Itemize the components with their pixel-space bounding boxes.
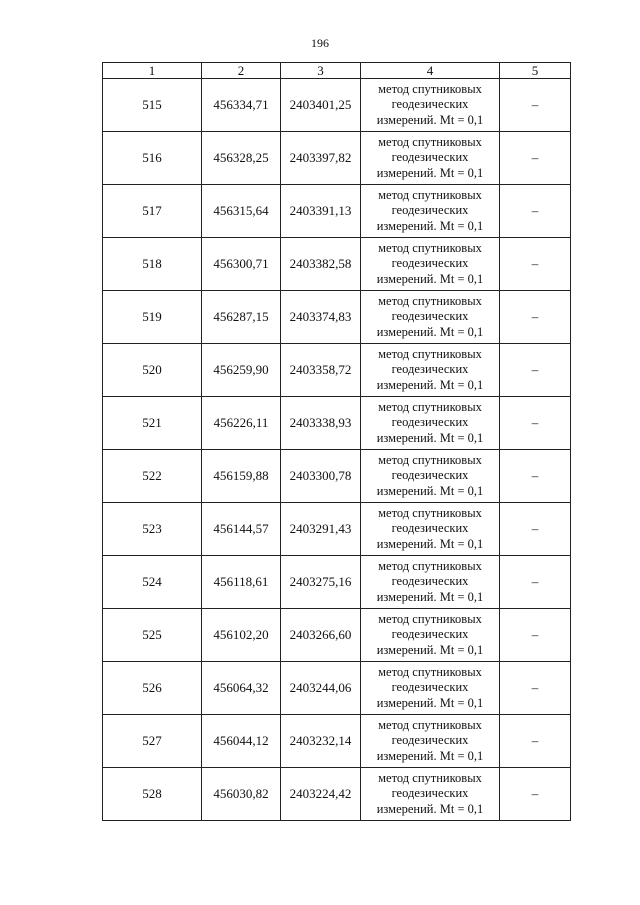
y-coordinate-cell: 2403374,83 bbox=[281, 291, 361, 344]
table-row bbox=[103, 768, 571, 821]
table-row bbox=[103, 662, 571, 715]
x-coordinate-cell: 456102,20 bbox=[202, 609, 281, 662]
method-cell bbox=[361, 503, 500, 556]
table-row bbox=[103, 185, 571, 238]
table-row bbox=[103, 79, 571, 132]
column-header: 4 bbox=[361, 63, 500, 79]
note-cell: – bbox=[500, 132, 571, 185]
x-coordinate-cell: 456159,88 bbox=[202, 450, 281, 503]
note-cell: – bbox=[500, 768, 571, 821]
method-text-line: измерений. Mt = 0,1 bbox=[376, 324, 484, 339]
method-text-line: измерений. Mt = 0,1 bbox=[376, 536, 484, 551]
method-text-line: измерений. Mt = 0,1 bbox=[376, 271, 484, 286]
y-coordinate-cell: 2403401,25 bbox=[281, 79, 361, 132]
coordinates-table bbox=[102, 62, 571, 821]
x-coordinate-cell: 456300,71 bbox=[202, 238, 281, 291]
method-text-line: измерений. Mt = 0,1 bbox=[376, 801, 484, 816]
point-number-cell: 528 bbox=[103, 768, 202, 821]
point-number-cell: 522 bbox=[103, 450, 202, 503]
method-cell bbox=[361, 79, 500, 132]
table-header bbox=[103, 63, 571, 79]
method-text-line: измерений. Mt = 0,1 bbox=[376, 642, 484, 657]
y-coordinate-cell: 2403244,06 bbox=[281, 662, 361, 715]
y-coordinate-cell: 2403300,78 bbox=[281, 450, 361, 503]
x-coordinate-cell: 456044,12 bbox=[202, 715, 281, 768]
method-text-line: метод спутниковых bbox=[378, 717, 482, 732]
point-number-cell: 524 bbox=[103, 556, 202, 609]
method-text-line: измерений. Mt = 0,1 bbox=[376, 483, 484, 498]
method-text-line: геодезических bbox=[391, 309, 469, 324]
method-text-line: метод спутниковых bbox=[378, 770, 482, 785]
method-text-line: геодезических bbox=[391, 203, 469, 218]
method-text-line: метод спутниковых bbox=[378, 452, 482, 467]
x-coordinate-cell: 456287,15 bbox=[202, 291, 281, 344]
method-cell bbox=[361, 609, 500, 662]
method-text-line: метод спутниковых bbox=[378, 187, 482, 202]
method-text-line: измерений. Mt = 0,1 bbox=[376, 112, 484, 127]
table-row bbox=[103, 715, 571, 768]
x-coordinate-cell: 456315,64 bbox=[202, 185, 281, 238]
method-text-line: геодезических bbox=[391, 256, 469, 271]
x-coordinate-cell: 456118,61 bbox=[202, 556, 281, 609]
method-text-line: геодезических bbox=[391, 733, 469, 748]
note-cell: – bbox=[500, 662, 571, 715]
table-row bbox=[103, 344, 571, 397]
method-text-line: геодезических bbox=[391, 574, 469, 589]
method-cell bbox=[361, 450, 500, 503]
table-row bbox=[103, 291, 571, 344]
x-coordinate-cell: 456328,25 bbox=[202, 132, 281, 185]
method-text-line: измерений. Mt = 0,1 bbox=[376, 377, 484, 392]
method-text-line: геодезических bbox=[391, 627, 469, 642]
y-coordinate-cell: 2403391,13 bbox=[281, 185, 361, 238]
method-cell bbox=[361, 132, 500, 185]
note-cell: – bbox=[500, 503, 571, 556]
method-text-line: метод спутниковых bbox=[378, 558, 482, 573]
note-cell: – bbox=[500, 344, 571, 397]
note-cell: – bbox=[500, 185, 571, 238]
point-number-cell: 519 bbox=[103, 291, 202, 344]
y-coordinate-cell: 2403397,82 bbox=[281, 132, 361, 185]
note-cell: – bbox=[500, 79, 571, 132]
method-text-line: метод спутниковых bbox=[378, 399, 482, 414]
method-text-line: геодезических bbox=[391, 786, 469, 801]
method-text-line: метод спутниковых bbox=[378, 611, 482, 626]
column-header: 3 bbox=[281, 63, 361, 79]
point-number-cell: 520 bbox=[103, 344, 202, 397]
note-cell: – bbox=[500, 238, 571, 291]
method-text-line: метод спутниковых bbox=[378, 81, 482, 96]
x-coordinate-cell: 456064,32 bbox=[202, 662, 281, 715]
page-number: 196 bbox=[311, 36, 329, 50]
method-text-line: метод спутниковых bbox=[378, 346, 482, 361]
method-text-line: метод спутниковых bbox=[378, 134, 482, 149]
point-number-cell: 516 bbox=[103, 132, 202, 185]
y-coordinate-cell: 2403382,58 bbox=[281, 238, 361, 291]
method-text-line: геодезических bbox=[391, 150, 469, 165]
note-cell: – bbox=[500, 556, 571, 609]
y-coordinate-cell: 2403358,72 bbox=[281, 344, 361, 397]
point-number-cell: 515 bbox=[103, 79, 202, 132]
x-coordinate-cell: 456226,11 bbox=[202, 397, 281, 450]
method-text-line: измерений. Mt = 0,1 bbox=[376, 165, 484, 180]
method-text-line: измерений. Mt = 0,1 bbox=[376, 430, 484, 445]
point-number-cell: 526 bbox=[103, 662, 202, 715]
point-number-cell: 523 bbox=[103, 503, 202, 556]
method-cell bbox=[361, 768, 500, 821]
table-row bbox=[103, 556, 571, 609]
y-coordinate-cell: 2403232,14 bbox=[281, 715, 361, 768]
note-cell: – bbox=[500, 397, 571, 450]
point-number-cell: 518 bbox=[103, 238, 202, 291]
x-coordinate-cell: 456334,71 bbox=[202, 79, 281, 132]
y-coordinate-cell: 2403275,16 bbox=[281, 556, 361, 609]
table-row bbox=[103, 132, 571, 185]
table-row bbox=[103, 397, 571, 450]
x-coordinate-cell: 456144,57 bbox=[202, 503, 281, 556]
method-text-line: геодезических bbox=[391, 415, 469, 430]
method-text-line: измерений. Mt = 0,1 bbox=[376, 218, 484, 233]
note-cell: – bbox=[500, 609, 571, 662]
table-row bbox=[103, 450, 571, 503]
method-text-line: метод спутниковых bbox=[378, 505, 482, 520]
note-cell: – bbox=[500, 291, 571, 344]
method-cell bbox=[361, 185, 500, 238]
method-text-line: измерений. Mt = 0,1 bbox=[376, 589, 484, 604]
table-body bbox=[103, 79, 571, 821]
method-cell bbox=[361, 344, 500, 397]
table-row bbox=[103, 503, 571, 556]
x-coordinate-cell: 456259,90 bbox=[202, 344, 281, 397]
y-coordinate-cell: 2403338,93 bbox=[281, 397, 361, 450]
column-header: 1 bbox=[103, 63, 202, 79]
note-cell: – bbox=[500, 450, 571, 503]
column-header: 2 bbox=[202, 63, 281, 79]
note-cell: – bbox=[500, 715, 571, 768]
method-text-line: геодезических bbox=[391, 97, 469, 112]
method-text-line: геодезических bbox=[391, 680, 469, 695]
y-coordinate-cell: 2403224,42 bbox=[281, 768, 361, 821]
method-cell bbox=[361, 397, 500, 450]
y-coordinate-cell: 2403266,60 bbox=[281, 609, 361, 662]
method-text-line: метод спутниковых bbox=[378, 240, 482, 255]
point-number-cell: 527 bbox=[103, 715, 202, 768]
method-cell bbox=[361, 662, 500, 715]
x-coordinate-cell: 456030,82 bbox=[202, 768, 281, 821]
method-cell bbox=[361, 291, 500, 344]
method-text-line: геодезических bbox=[391, 468, 469, 483]
y-coordinate-cell: 2403291,43 bbox=[281, 503, 361, 556]
point-number-cell: 521 bbox=[103, 397, 202, 450]
method-cell bbox=[361, 556, 500, 609]
table-row bbox=[103, 609, 571, 662]
method-text-line: геодезических bbox=[391, 521, 469, 536]
point-number-cell: 517 bbox=[103, 185, 202, 238]
column-header: 5 bbox=[500, 63, 571, 79]
method-text-line: измерений. Mt = 0,1 bbox=[376, 695, 484, 710]
table-row bbox=[103, 238, 571, 291]
method-cell bbox=[361, 238, 500, 291]
point-number-cell: 525 bbox=[103, 609, 202, 662]
method-text-line: геодезических bbox=[391, 362, 469, 377]
method-text-line: метод спутниковых bbox=[378, 293, 482, 308]
method-cell bbox=[361, 715, 500, 768]
method-text-line: измерений. Mt = 0,1 bbox=[376, 748, 484, 763]
method-text-line: метод спутниковых bbox=[378, 664, 482, 679]
